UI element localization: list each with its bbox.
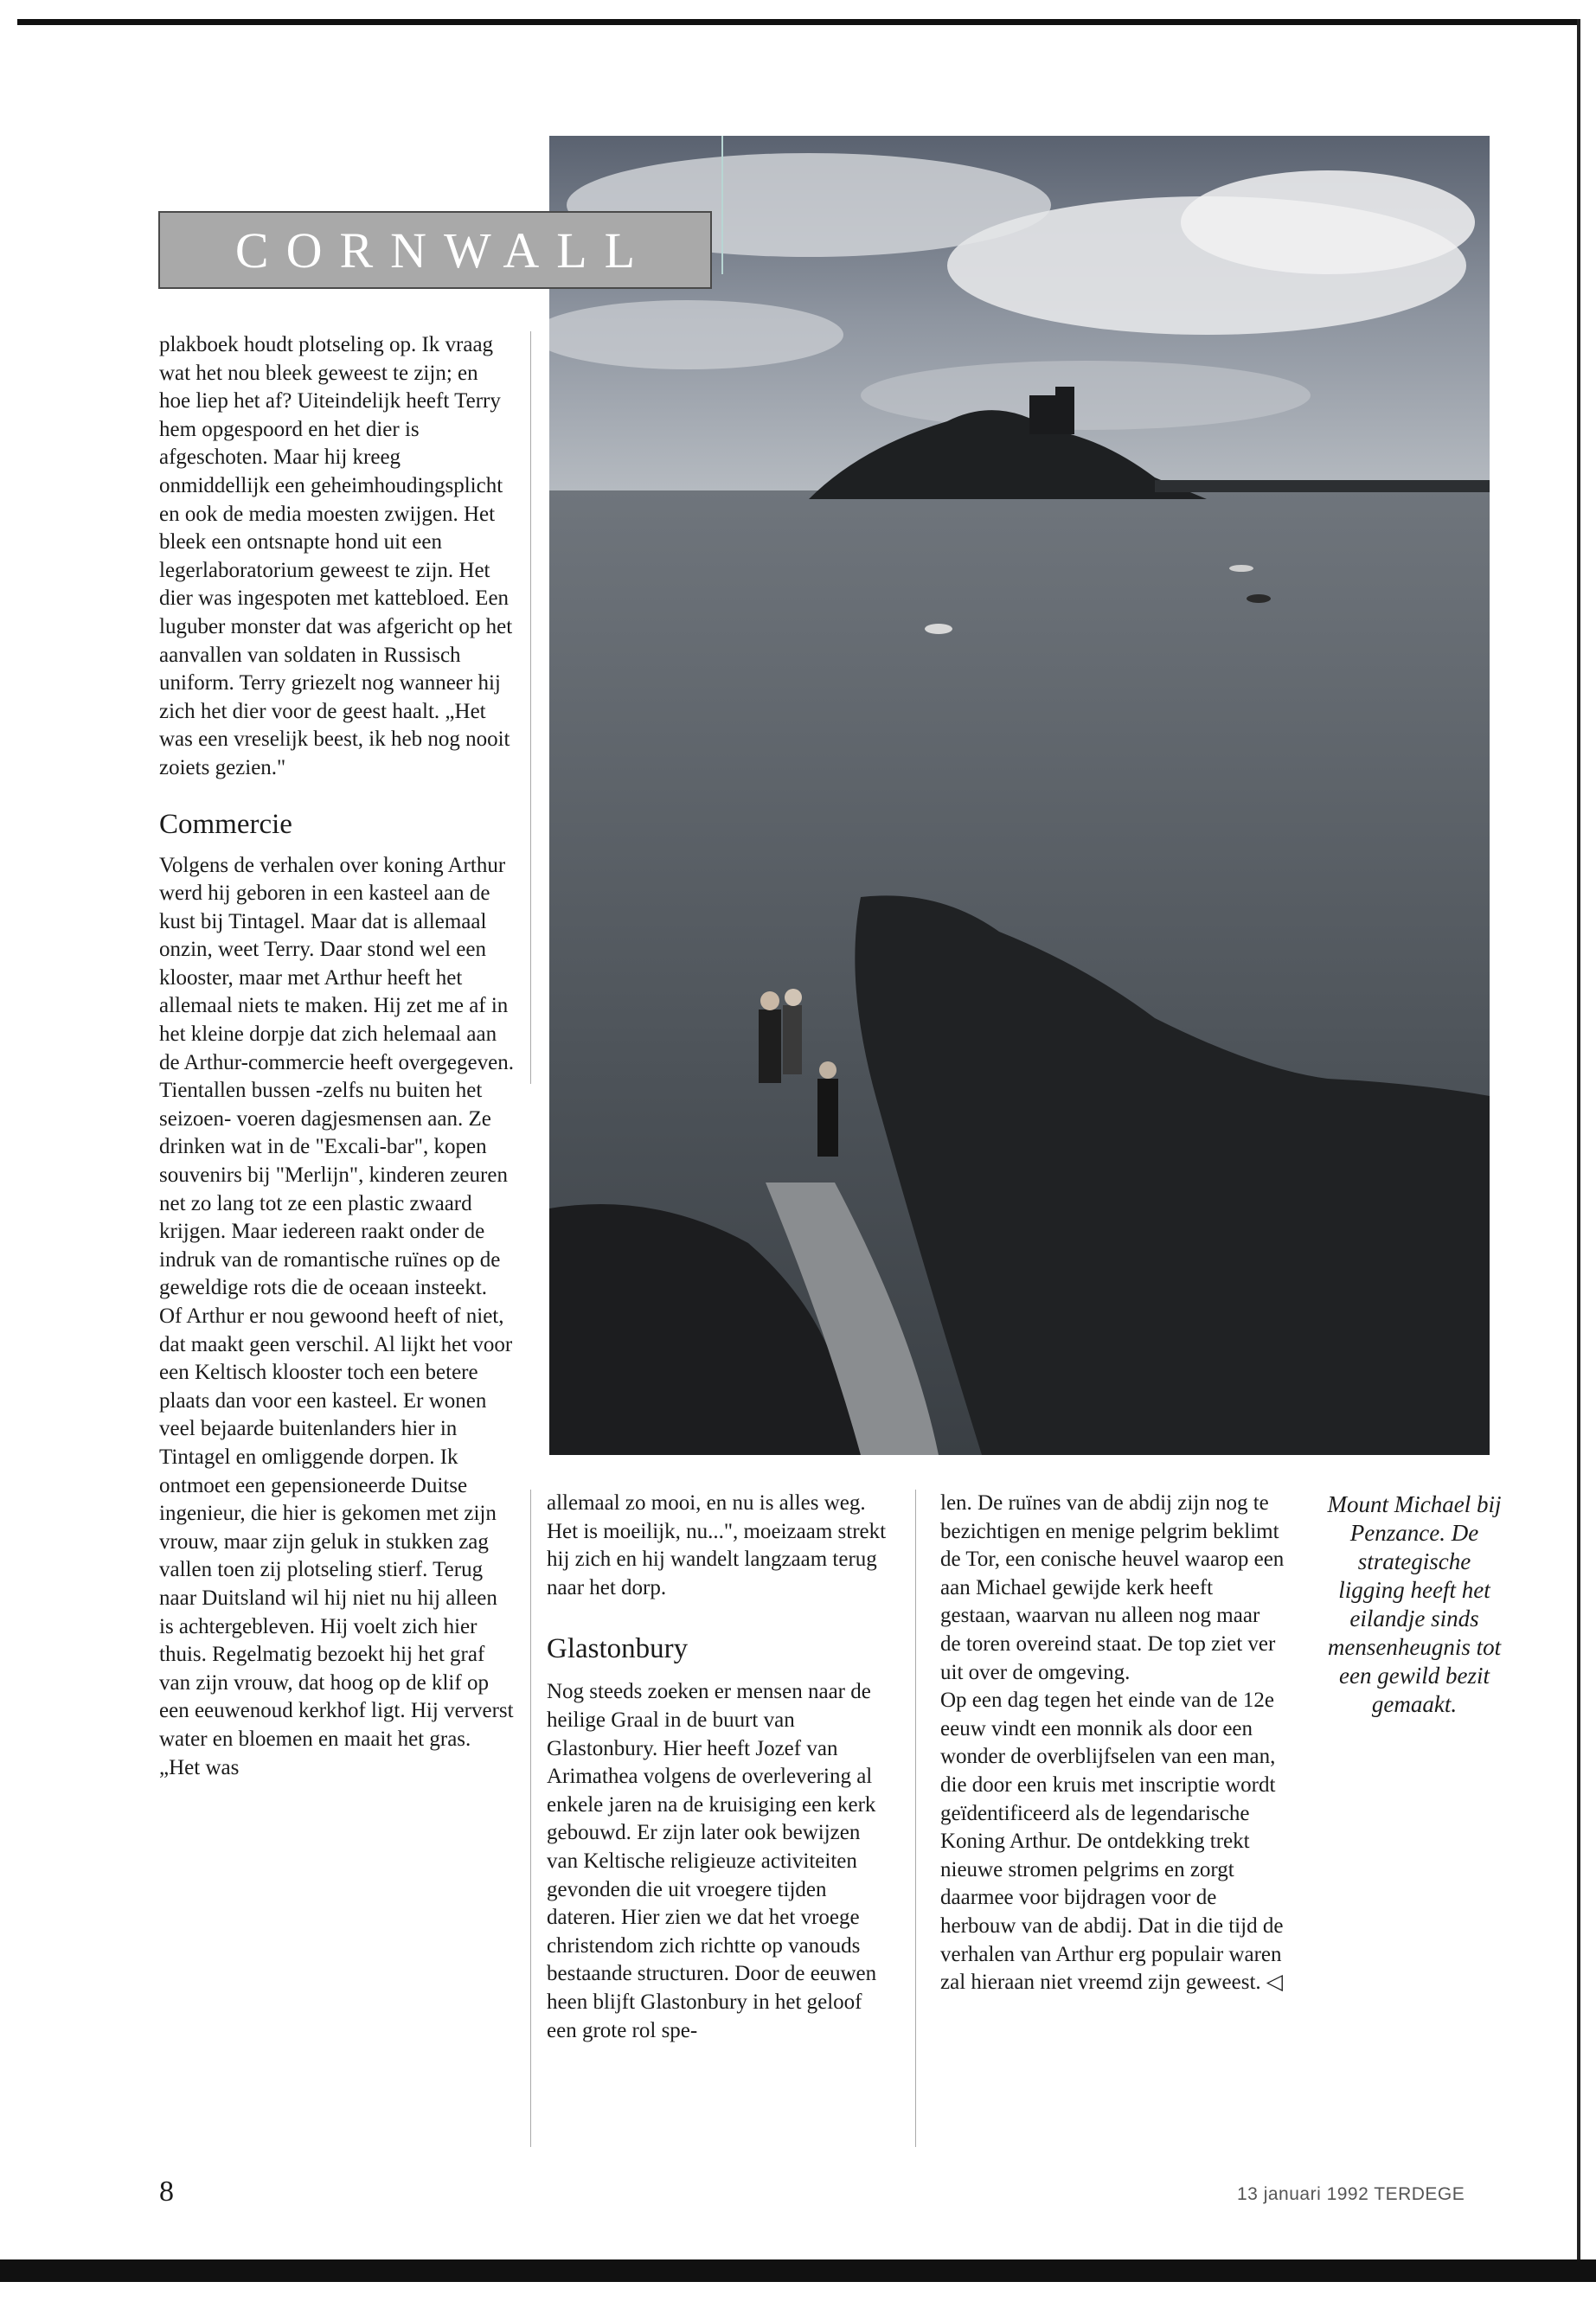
photo-caption: Mount Michael bij Penzance. De strategische ligging heeft het eilandje sinds mensenheugnis tot een gewild bezit gemaakt. [1327,1491,1502,1717]
section-title: CORNWALL [234,221,653,279]
paragraph: plakboek houdt plotseling op. Ik vraag wat het nou bleek geweest te zijn; en hoe liep het af? Uiteindelijk heeft Terry hem opgespoord en het dier is afgeschoten. Maar hij kreeg onmiddellijk een geheimhoudingsplicht en ook de media moesten zwijgen. Het bleek een ontsnapte hond uit een legerlaboratorium geweest te zijn. Het dier was ingespoten met kattebloed. Een luguber monster dat was afgericht op het aanvallen van soldaten in Russisch uniform. Terry griezelt nog wanneer hij zich het dier voor de geest haalt. „Het was een vreselijk beest, ik heb nog nooit zoiets gezien." [159,333,513,779]
photo-illustration [549,136,1490,1455]
article-column-1 [159,331,514,1782]
subheading-glastonbury: Glastonbury [547,1633,689,1665]
paragraph: len. De ruïnes van de abdij zijn nog te bezichtigen en menige pelgrim beklimt de Tor, een conische heuvel waarop een aan Michael gewijde kerk heeft gestaan, waarvan nu alleen nog maar de toren overeind staat. De top ziet ver uit over de omgeving. [940,1491,1285,1684]
paragraph: Volgens de verhalen over koning Arthur werd hij geboren in een kasteel aan de kust bij Tintagel. Maar dat is allemaal onzin, weet Terry. Daar stond wel een klooster, maar met Arthur heeft het allemaal niets te maken. Hij zet me af in het kleine dorpje dat zich helemaal aan de Arthur-commercie heeft overgegeven. Tientallen bussen -zelfs nu buiten het seizoen- voeren dagjesmensen aan. Ze drinken wat in de "Excali-bar", kopen souvenirs bij "Merlijn", kinderen zeuren net zo lang tot ze een plastic zwaard krijgen. Maar iedereen raakt onder de indruk van de romantische ruïnes op de geweldige rots die de oceaan insteekt. Of Arthur er nou gewoond heeft of niet, dat maakt geen verschil. Al lijkt het voor een Keltisch klooster toch een betere plaats dan voor een kasteel. Er wonen veel bejaarde buitenlanders hier in Tintagel en omliggende dorpen. Ik ontmoet een gepensioneerde Duitse ingenieur, die hier is gekomen met zijn vrouw, maar zijn geluk in stukken zag vallen toen zij plotseling stierf. Terug naar Duitsland wil hij niet nu hij alleen is achtergebleven. Hij voelt zich hier thuis. Regelmatig bezoekt hij het graf van zijn vrouw, dat hoog op de klif op een eeuwenoud kerkhof ligt. Hij ververst water en bloemen en maait het gras. „Het was [159,853,514,1779]
page-number: 8 [159,2176,174,2208]
article-column-3 [940,1490,1285,1997]
right-border [1577,19,1580,2277]
section-banner [158,211,712,289]
paragraph: Nog steeds zoeken er mensen naar de heilige Graal in de buurt van Glastonbury. Hier heeft Jozef van Arimathea volgens de overlevering al enkele jaren na de kruisiging een kerk gebouwd. Er zijn later ook bewijzen van Keltische religieuze activiteiten gevonden die uit vroegere tijden dateren. Hier zien we dat het vroege christendom zich richtte op vanouds bestaande structuren. Door de eeuwen heen blijft Glastonbury in het geloof een grote rol spe- [547,1680,877,2042]
paragraph: Op een dag tegen het einde van de 12e eeuw vindt een monnik als door een wonder de overblijfselen van een man, die door een kruis met inscriptie wordt geïdentificeerd als de legendarische Koning Arthur. De ontdekking trekt nieuwe stromen pelgrims en zorgt daarmee voor bijdragen voor de herbouw van de abdij. Dat in die tijd de verhalen van Arthur erg populair waren zal hieraan niet vreemd zijn geweest. ◁ [940,1689,1284,1995]
column-separator [530,1490,531,2147]
column-separator [530,331,531,1084]
top-rule [17,19,1579,25]
paragraph: allemaal zo mooi, en nu is alles weg. Het is moeilijk, nu...", moeizaam strekt hij zich en hij wandelt langzaam terug naar het dorp. [547,1491,887,1599]
column-separator [915,1490,916,2147]
publication-date: 13 januari 1992 TERDEGE [1237,2184,1465,2204]
bottom-rule [0,2259,1596,2282]
article-column-2 [547,1490,893,2045]
subheading-commercie: Commercie [159,808,292,840]
photo-mount-michael [549,136,1490,1455]
